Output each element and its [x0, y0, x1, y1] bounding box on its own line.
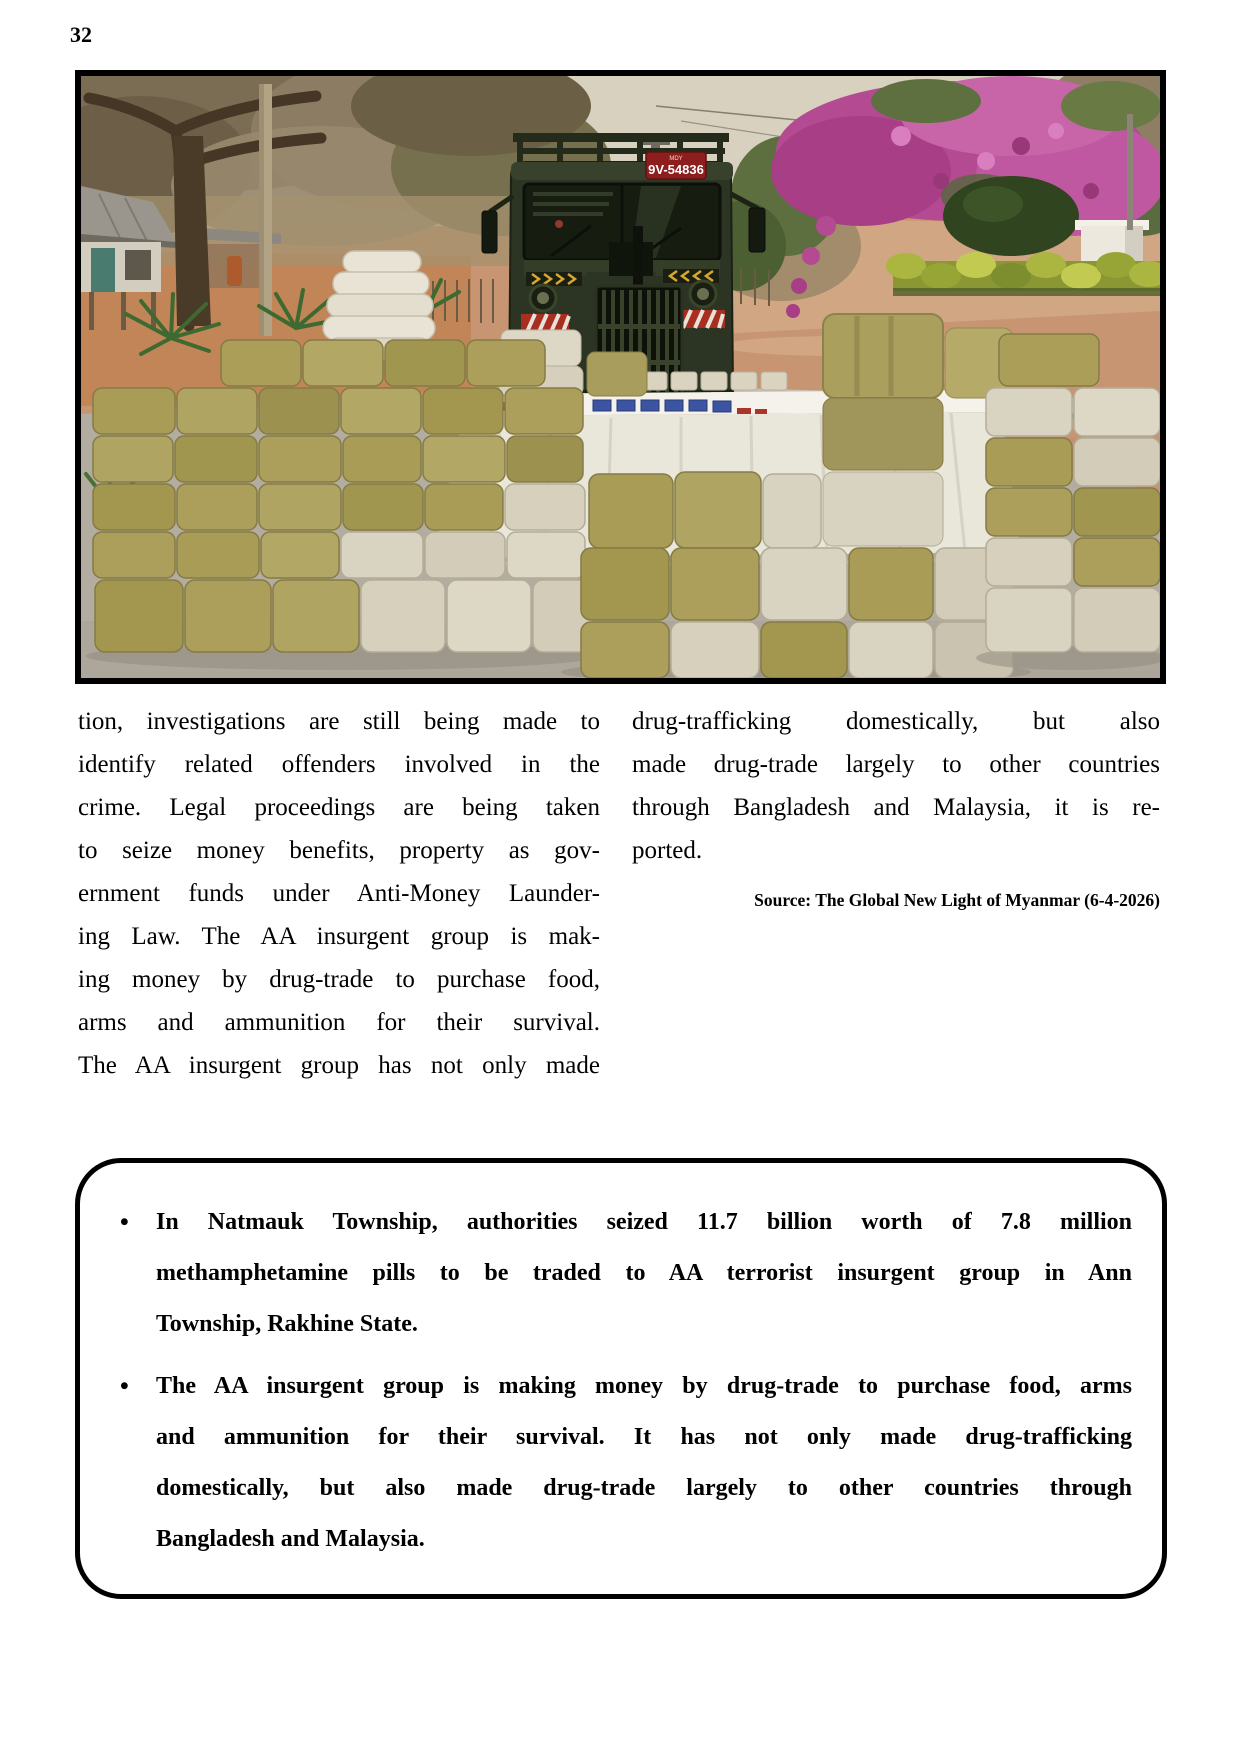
bullet-text	[156, 1361, 1132, 1565]
photo-illustration	[81, 76, 1160, 678]
page-number: 32	[70, 22, 92, 47]
article-body	[78, 700, 1160, 1087]
text-line: Township, Rakhine State.	[156, 1311, 418, 1337]
svg-text:MDY: MDY	[669, 156, 683, 162]
bullet-item	[120, 1197, 1132, 1350]
text-line: through Bangladesh and Malaysia, it is re-	[632, 794, 1160, 821]
bullet-text	[156, 1197, 1132, 1350]
text-line: In Natmauk Township, authorities seized 11.7 billion worth of 7.8 million	[156, 1209, 1132, 1235]
text-line: methamphetamine pills to be traded to AA terrorist insurgent group in Ann	[156, 1260, 1132, 1286]
bullet-marker: •	[120, 1373, 129, 1400]
summary-callout-box	[75, 1158, 1167, 1599]
text-line: ing Law. The AA insurgent group is mak-	[78, 923, 600, 950]
article-source: Source: The Global New Light of Myanmar (6-4-2026)	[754, 890, 1160, 910]
license-plate	[646, 152, 706, 179]
text-line: tion, investigations are still being made to	[78, 708, 600, 735]
seizure-photo	[75, 70, 1166, 684]
text-line: and ammunition for their survival. It has not only made drug-trafficking	[156, 1424, 1132, 1450]
text-line: made drug-trade largely to other countries	[632, 751, 1160, 778]
text-line: domestically, but also made drug-trade largely to other countries through	[156, 1475, 1132, 1501]
text-line: The AA insurgent group has not only made	[78, 1052, 600, 1079]
text-line: identify related offenders involved in the	[78, 751, 600, 778]
text-line: crime. Legal proceedings are being taken	[78, 794, 600, 821]
text-line: ported.	[632, 837, 703, 864]
text-line: drug-trafficking domestically, but also	[632, 708, 1160, 735]
bullet-marker: •	[120, 1209, 129, 1236]
article-column-left	[78, 700, 600, 1087]
text-line: arms and ammunition for their survival.	[78, 1009, 600, 1036]
article-column-right	[632, 700, 1160, 1087]
bullet-item	[120, 1361, 1132, 1565]
text-line: ing money by drug-trade to purchase food,	[78, 966, 600, 993]
text-line: Bangladesh and Malaysia.	[156, 1526, 425, 1552]
svg-text:9V-54836: 9V-54836	[648, 162, 704, 177]
text-line: ernment funds under Anti-Money Launder-	[78, 880, 600, 907]
text-line: The AA insurgent group is making money by drug-trade to purchase food, arms	[156, 1373, 1132, 1399]
text-line: to seize money benefits, property as gov-	[78, 837, 600, 864]
